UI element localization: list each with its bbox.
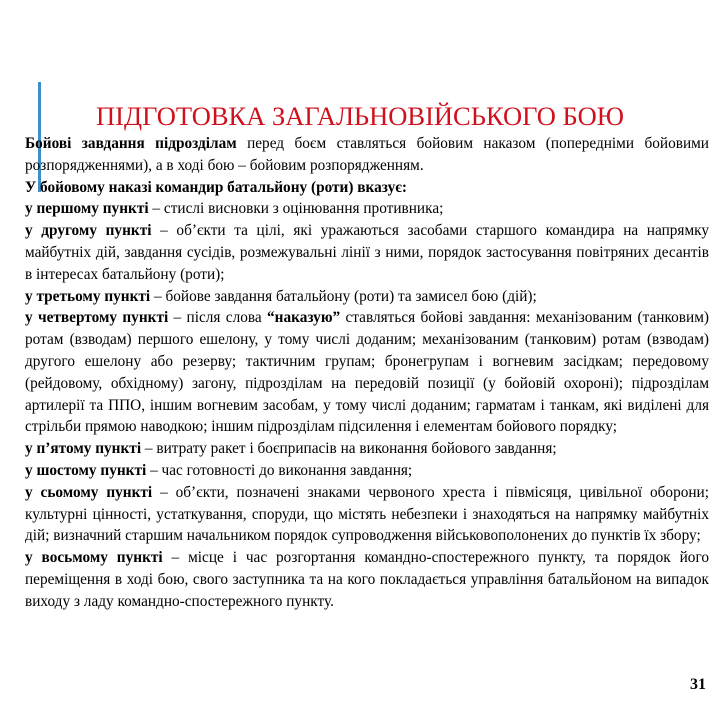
point-text: – об’єкти та цілі, які уражаються засобами старшого командира на напрямку майбутніх дій, завдання сусідів, розмежувальні лінії з ними, порядок застосування повітряних десантів в інтересах батальйону (роти); (25, 222, 709, 283)
point-label: у другому пункті (25, 222, 152, 240)
point-text-after: ставляться бойові завдання: механізованим (танковим) ротам (взводам) першого ешелону, у тому числі доданим; механізованим (танковим) ротам (взводам) другого ешелону або резерву; тактичним групам; бронегрупам і вогневим засідкам; передовому (рейдовому, обхідному) загону, підрозділам на передовій позиції (у бойовій охороні); підрозділам артилерії та ППО, іншим вогневим засобам, у тому числі доданим; гарматам і танкам, які виділені для стрільби прямою наводкою; іншим підрозділам підсилення і елементам бойового порядку; (25, 309, 709, 436)
point-text: – час готовності до виконання завдання; (146, 461, 413, 479)
point-text: – після слова (168, 309, 268, 327)
point-7 (25, 482, 709, 547)
point-6 (25, 460, 709, 482)
point-label: у шостому пункті (25, 461, 147, 479)
intro-bold: Бойові завдання підрозділам (25, 135, 237, 152)
point-text: – бойове завдання батальйону (роти) та замисел бою (дій); (150, 287, 537, 305)
point-text: – стислі висновки з оцінювання противника; (148, 200, 444, 218)
point-2 (25, 220, 709, 285)
point-5 (25, 438, 709, 460)
point-text: – витрату ракет і боєприпасів на виконання бойового завдання; (141, 440, 557, 458)
point-3 (25, 286, 709, 308)
point-quote: “наказую” (267, 309, 341, 327)
point-label: у восьмому пункті (25, 549, 163, 567)
point-1 (25, 198, 709, 220)
intro-text: перед боєм ставляться бойовим наказом (попередніми бойовими розпорядженнями), а в ході бою – бойовим розпорядженням. (25, 135, 709, 174)
point-4 (25, 307, 709, 438)
order-heading: У бойовому наказі командир батальйону (роти) вказує: (25, 178, 407, 196)
slide-title: ПІДГОТОВКА ЗАГАЛЬНОВІЙСЬКОГО БОЮ (96, 101, 624, 131)
point-label: у першому пункті (25, 200, 149, 218)
point-label: у третьому пункті (25, 287, 151, 305)
body-text (25, 133, 709, 613)
point-label: у п’ятому пункті (25, 440, 142, 458)
point-label: у сьомому пункті (25, 483, 153, 501)
point-text: – місце і час розгортання командно-спостережного пункту, та порядок його переміщення в ході бою, свого заступника та на кого покладається управління батальйоном на випадок виходу з ладу командно-спостережного пункту. (25, 549, 709, 610)
point-label: у четвертому пункті (25, 309, 169, 327)
point-text: – об’єкти, позначені знаками червоного хреста і півмісяця, цивільної оборони; культурні цінності, устаткування, споруди, що містять небезпеки і знаходяться на напрямку майбутніх дій; визначний старшим начальником порядок супроводження військовополонених до пунктів їх збору; (25, 483, 709, 545)
page-number: 31 (690, 676, 706, 693)
intro-paragraph (25, 133, 709, 177)
point-8 (25, 547, 709, 612)
